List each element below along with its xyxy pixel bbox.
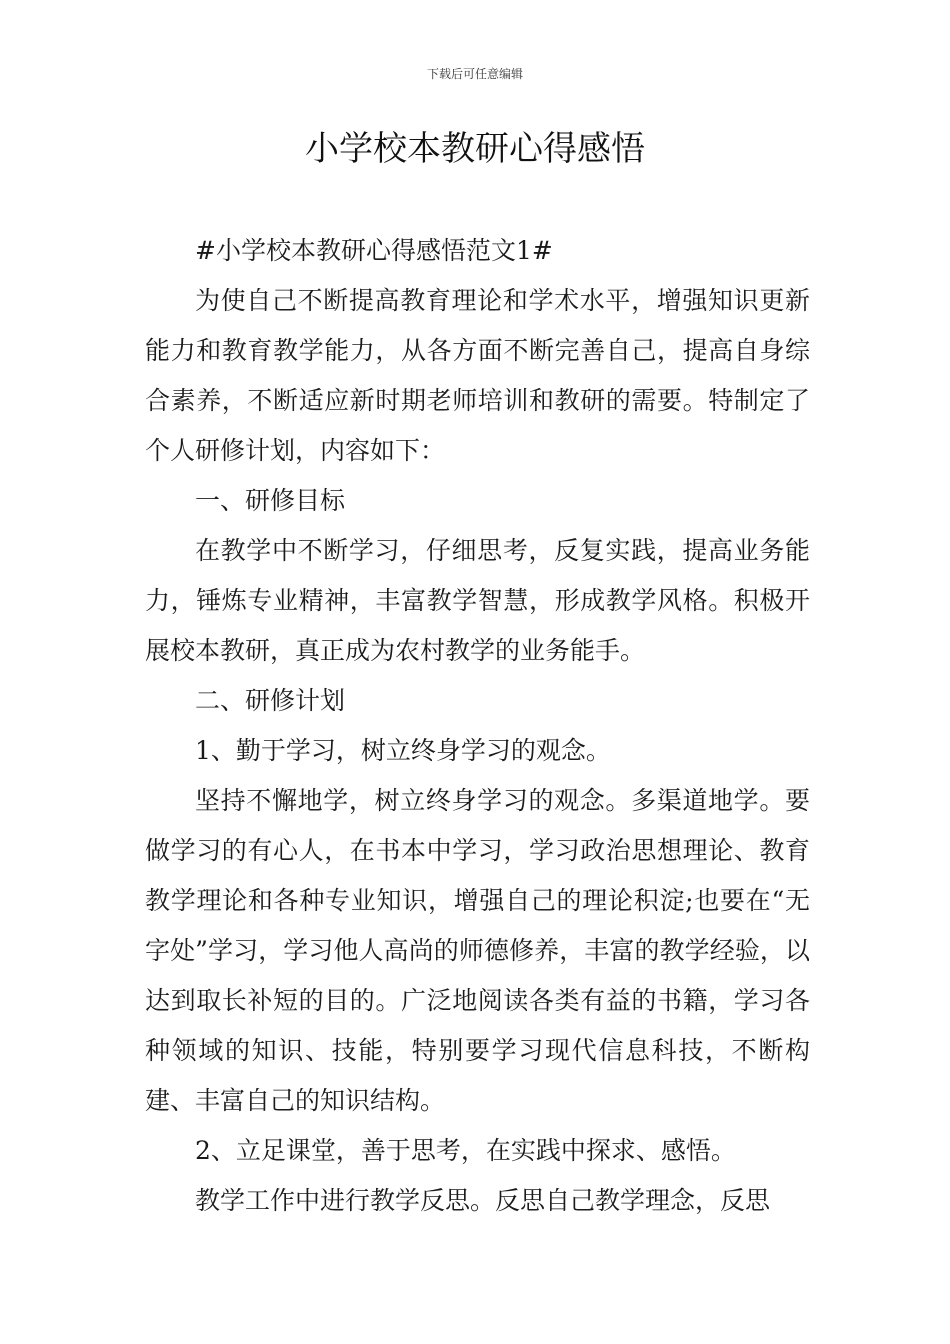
paragraph-plan-item-2: 2、立足课堂，善于思考，在实践中探求、感悟。 [195, 1136, 736, 1165]
document-body [145, 226, 810, 1226]
paragraph-section-heading: #小学校本教研心得感悟范文1# [195, 236, 553, 265]
paragraph-goal: 在教学中不断学习，仔细思考，反复实践，提高业务能力，锤炼专业精神，丰富教学智慧，形成教学风格。积极开展校本教研，真正成为农村教学的业务能手。 [145, 536, 810, 665]
paragraph-plan-detail-2: 教学工作中进行教学反思。反思自己教学理念，反思 [195, 1186, 771, 1215]
paragraph-plan-detail-1: 坚持不懈地学，树立终身学习的观念。多渠道地学。要做学习的有心人，在书本中学习，学习政治思想理论、教育教学理论和各种专业知识，增强自己的理论积淀;也要在“无字处”学习，学习他人高尚的师德修养，丰富的教学经验，以达到取长补短的目的。广泛地阅读各类有益的书籍，学习各种领域的知识、技能，特别要学习现代信息科技，不断构建、丰富自己的知识结构。 [145, 786, 810, 1115]
paragraph-plan-item-1: 1、勤于学习，树立终身学习的观念。 [195, 736, 611, 765]
paragraph-heading-goal: 一、研修目标 [195, 486, 346, 515]
paragraph-heading-plan: 二、研修计划 [195, 686, 346, 715]
paragraph-intro: 为使自己不断提高教育理论和学术水平，增强知识更新能力和教育教学能力，从各方面不断完善自己，提高自身综合素养，不断适应新时期老师培训和教研的需要。特制定了个人研修计划，内容如下： [145, 286, 810, 465]
document-title: 小学校本教研心得感悟 [305, 129, 645, 169]
header-note: 下载后可任意编辑 [426, 67, 523, 81]
